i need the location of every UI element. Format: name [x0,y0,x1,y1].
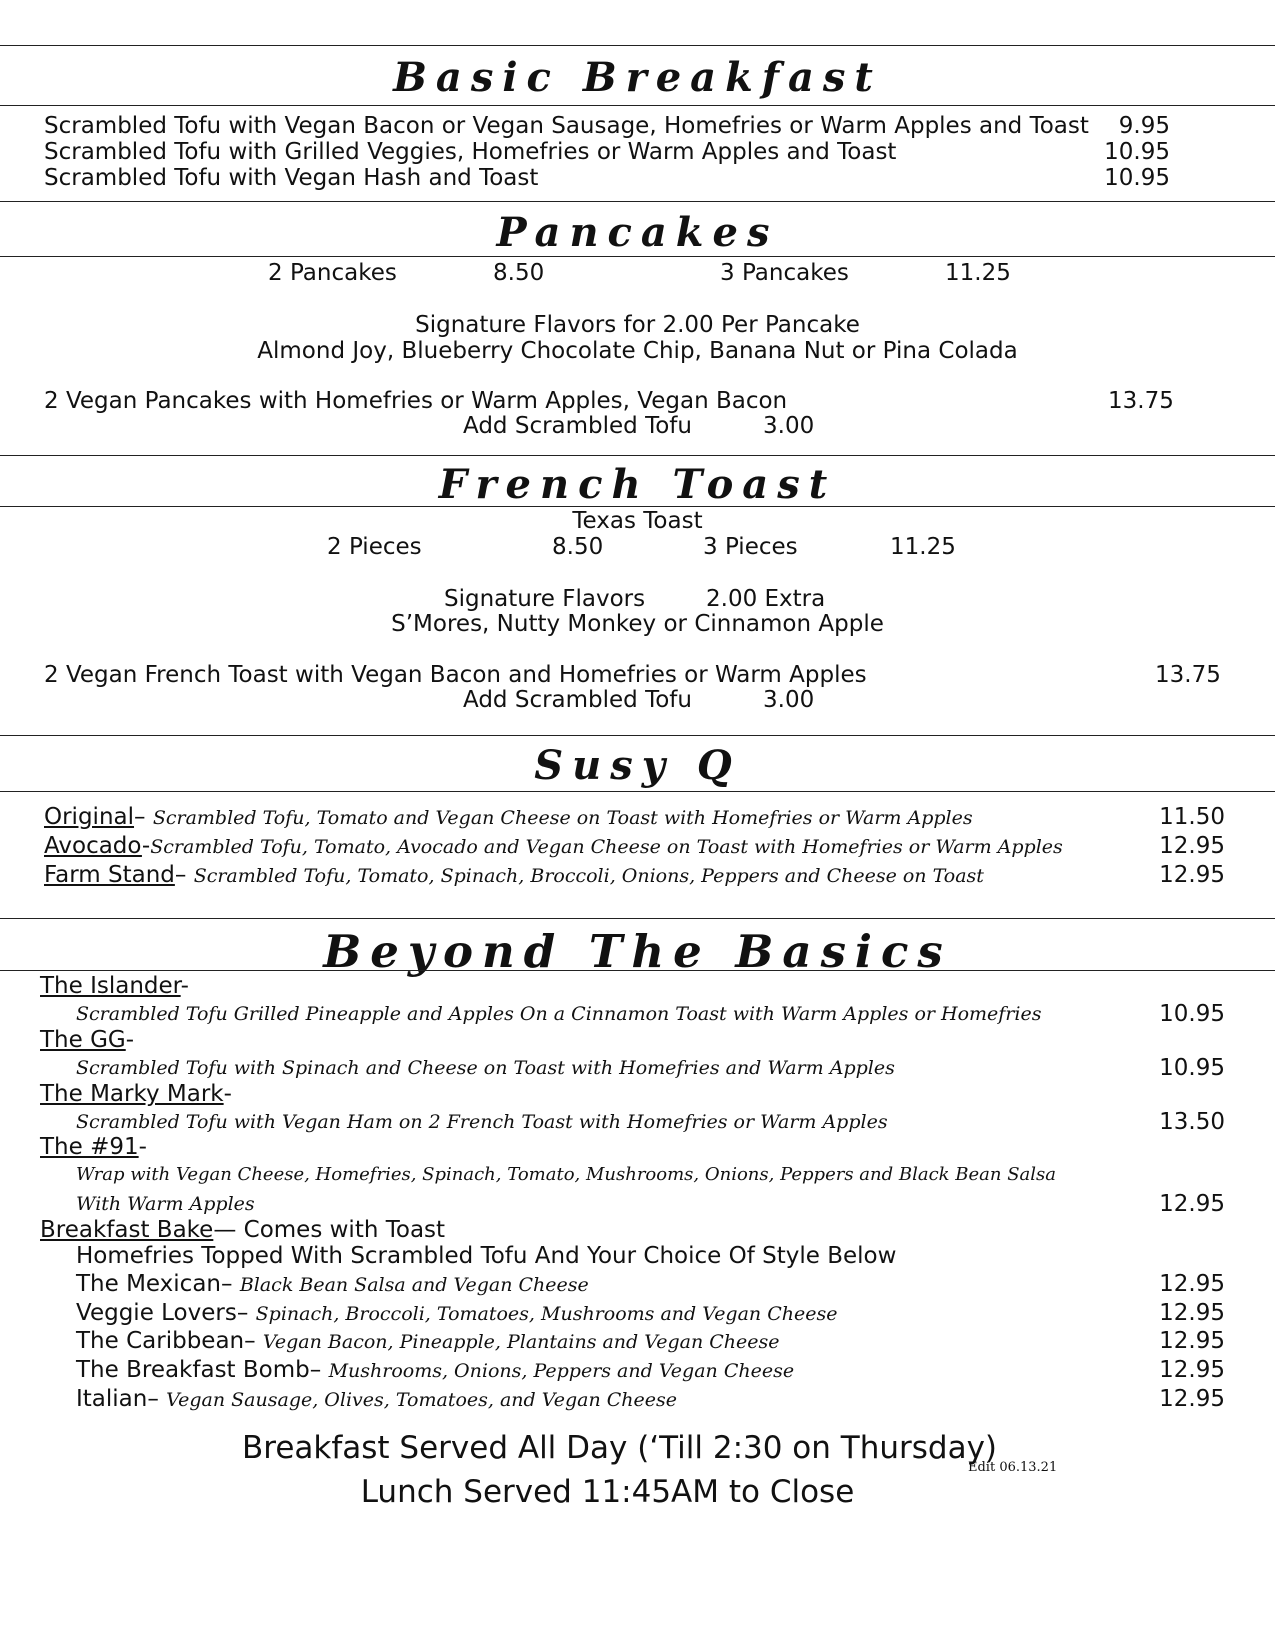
french-toast-combo-text: 2 Vegan French Toast with Vegan Bacon and Homefries or Warm Apples [44,662,867,688]
item-separator: – [236,1300,256,1326]
french-toast-signature-price: 2.00 Extra [706,586,826,612]
menu-item-price: 12.95 [1159,1271,1225,1297]
section-divider [0,201,1275,202]
menu-item-price: 10.95 [1159,1055,1225,1081]
french-toast-combo-price: 13.75 [1155,662,1221,688]
section-divider [0,791,1275,792]
item-description: Wrap with Vegan Cheese, Homefries, Spinach, Tomato, Mushrooms, Onions, Peppers and Black Bean Salsa [76,1164,1056,1185]
section-divider [0,45,1275,46]
menu-item-price: 12.95 [1159,833,1225,859]
menu-item-price: 12.95 [1159,1300,1225,1326]
item-separator: – [174,862,194,888]
section-title-susy-q: Susy Q [534,742,741,789]
edit-date-note: Edit 06.13.21 [968,1460,1058,1475]
french-toast-flavors-line: S’Mores, Nutty Monkey or Cinnamon Apple [391,611,884,637]
item-separator: – [309,1357,329,1383]
bake-style [76,1357,794,1383]
item-separator: - [141,833,151,859]
french-toast-two-price: 8.50 [552,534,604,560]
beyond-item [40,1134,147,1160]
item-separator: – [221,1271,240,1297]
pancakes-flavors-line: Almond Joy, Blueberry Chocolate Chip, Banana Nut or Pina Colada [257,338,1018,364]
pancakes-combo-text: 2 Vegan Pancakes with Homefries or Warm Apples, Vegan Bacon [44,388,788,414]
menu-item-price: 11.50 [1159,804,1225,830]
beyond-item [40,1081,232,1107]
item-name: Breakfast Bake [40,1217,214,1243]
style-name: The Breakfast Bomb [76,1357,310,1383]
menu-item-text: Scrambled Tofu with Vegan Bacon or Vegan Sausage, Homefries or Warm Apples and Toast [44,113,1089,139]
item-separator: – [147,1386,167,1412]
menu-item-price: 12.95 [1159,1191,1225,1217]
section-title-french-toast: French Toast [438,461,837,508]
french-toast-three-label: 3 Pieces [703,534,798,560]
section-title-pancakes: Pancakes [496,209,779,256]
section-divider [0,970,1275,971]
item-description: Scrambled Tofu, Tomato, Spinach, Broccoli, Onions, Peppers and Cheese on Toast [193,865,984,887]
menu-item-price: 12.95 [1159,1328,1225,1354]
section-title-basic-breakfast: Basic Breakfast [393,54,882,101]
item-name: Farm Stand [44,862,175,888]
item-description-continued: With Warm Apples [76,1193,255,1215]
style-name: The Mexican [76,1271,221,1297]
item-separator: – [244,1328,263,1354]
french-toast-add-label: Add Scrambled Tofu [463,687,692,713]
section-title-beyond-the-basics: Beyond The Basics [323,925,952,978]
menu-item-price: 10.95 [1104,165,1170,191]
menu-item-text: Scrambled Tofu with Vegan Hash and Toast [44,165,539,191]
menu-item-price: 10.95 [1159,1001,1225,1027]
susy-q-item [44,833,1063,859]
pancakes-two-label: 2 Pancakes [268,260,397,286]
item-name: Original [44,804,135,830]
item-name: Avocado [44,833,142,859]
menu-item-text: Scrambled Tofu with Grilled Veggies, Homefries or Warm Apples and Toast [44,139,897,165]
section-divider [0,105,1275,106]
style-description: Vegan Sausage, Olives, Tomatoes, and Vegan Cheese [166,1389,677,1411]
beyond-item [40,1027,134,1053]
item-description: Scrambled Tofu with Vegan Ham on 2 French Toast with Homefries or Warm Apples [76,1111,888,1133]
item-description: Scrambled Tofu with Spinach and Cheese on Toast with Homefries and Warm Apples [76,1057,895,1079]
item-separator: - [180,973,189,999]
pancakes-three-price: 11.25 [945,260,1011,286]
section-divider [0,506,1275,507]
section-divider [0,256,1275,257]
bake-style [76,1386,677,1412]
item-separator: — Comes with Toast [213,1217,446,1243]
pancakes-signature-line: Signature Flavors for 2.00 Per Pancake [415,312,860,338]
breakfast-bake-header [40,1217,445,1243]
item-separator: - [138,1134,147,1160]
item-separator: - [125,1027,135,1053]
bake-style [76,1328,780,1354]
menu-item-price: 12.95 [1159,1386,1225,1412]
breakfast-bake-intro: Homefries Topped With Scrambled Tofu And Your Choice Of Style Below [76,1243,897,1269]
french-toast-add-price: 3.00 [763,687,815,713]
style-name: Veggie Lovers [76,1300,237,1326]
pancakes-add-label: Add Scrambled Tofu [463,413,692,439]
menu-item-price: 13.50 [1159,1109,1225,1135]
pancakes-add-price: 3.00 [763,413,815,439]
french-toast-three-price: 11.25 [890,534,956,560]
section-divider [0,918,1275,919]
item-name: The Islander [40,973,181,999]
item-separator: – [134,804,153,830]
bake-style [76,1271,589,1297]
menu-item-price: 10.95 [1104,139,1170,165]
susy-q-item [44,862,984,888]
section-divider [0,455,1275,456]
bake-style [76,1300,837,1326]
menu-item-price: 12.95 [1159,1357,1225,1383]
item-name: The #91 [40,1134,139,1160]
french-toast-signature-label: Signature Flavors [444,586,646,612]
susy-q-item [44,804,973,830]
pancakes-combo-price: 13.75 [1108,388,1174,414]
french-toast-subtitle: Texas Toast [572,508,703,534]
menu-item-price: 12.95 [1159,862,1225,888]
item-separator: - [223,1081,232,1107]
pancakes-two-price: 8.50 [493,260,545,286]
section-divider [0,735,1275,736]
beyond-item [40,973,189,999]
footer-breakfast-hours: Breakfast Served All Day (‘Till 2:30 on Thursday) [242,1430,998,1466]
item-description: Scrambled Tofu, Tomato, Avocado and Vegan Cheese on Toast with Homefries or Warm Apples [150,836,1063,858]
style-description: Spinach, Broccoli, Tomatoes, Mushrooms and Vegan Cheese [255,1303,838,1325]
item-name: The Marky Mark [40,1081,224,1107]
item-name: The GG [40,1027,126,1053]
pancakes-three-label: 3 Pancakes [720,260,849,286]
footer-lunch-hours: Lunch Served 11:45AM to Close [360,1474,855,1510]
item-description: Scrambled Tofu, Tomato and Vegan Cheese on Toast with Homefries or Warm Apples [152,807,973,829]
item-description: Scrambled Tofu Grilled Pineapple and Apples On a Cinnamon Toast with Warm Apples or Homefries [76,1003,1042,1025]
style-description: Mushrooms, Onions, Peppers and Vegan Cheese [328,1360,795,1382]
style-description: Vegan Bacon, Pineapple, Plantains and Vegan Cheese [262,1331,780,1353]
style-name: The Caribbean [76,1328,245,1354]
menu-item-price: 9.95 [1118,113,1170,139]
style-description: Black Bean Salsa and Vegan Cheese [239,1274,589,1296]
french-toast-two-label: 2 Pieces [327,534,422,560]
style-name: Italian [76,1386,148,1412]
